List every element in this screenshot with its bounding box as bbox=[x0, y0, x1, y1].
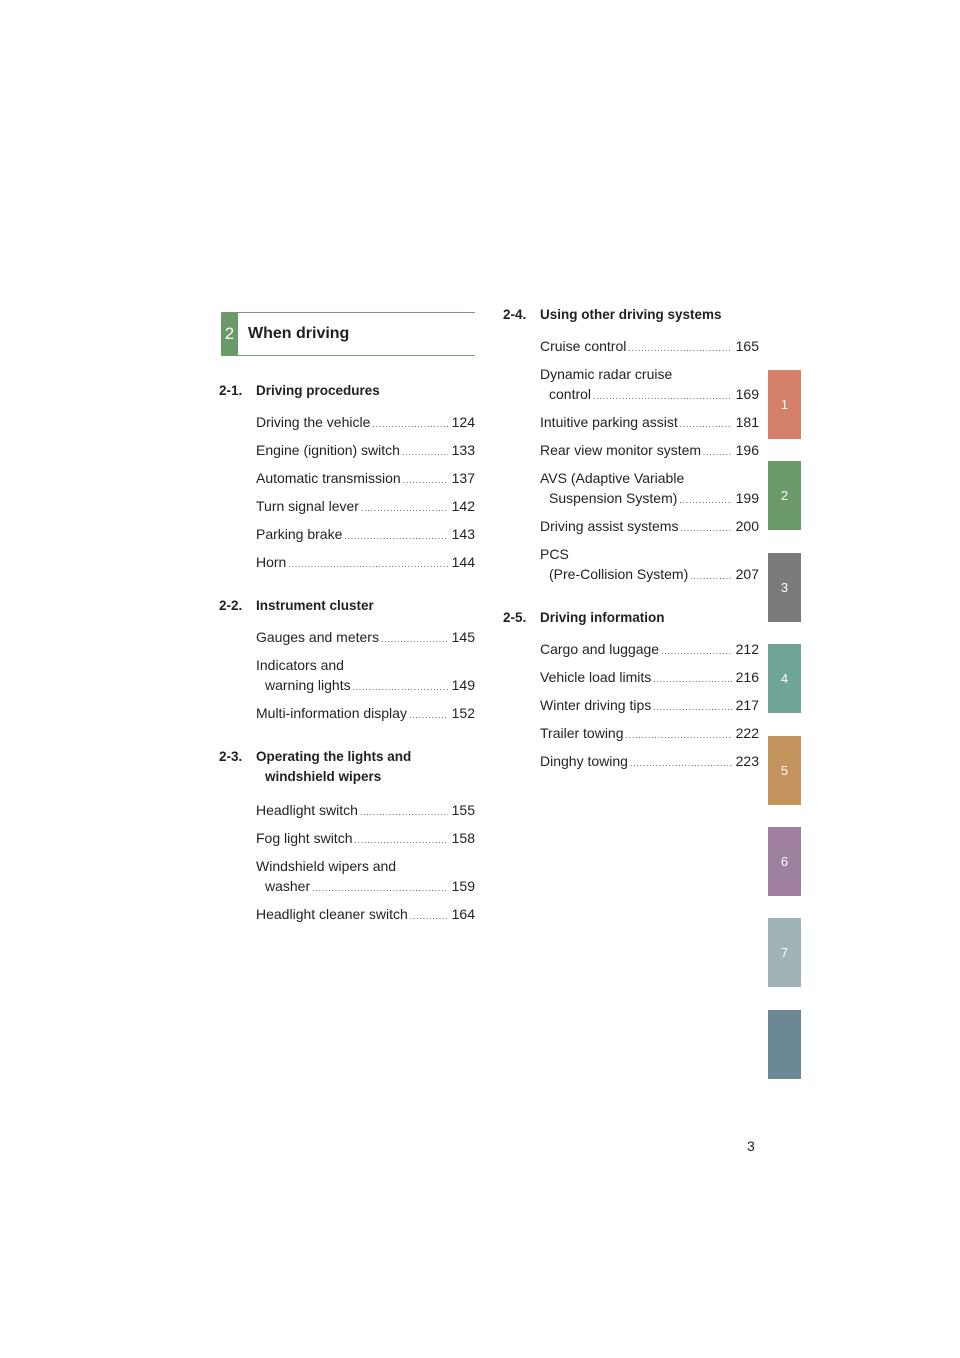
chapter-tab[interactable]: 6 bbox=[768, 827, 801, 896]
entry-title: Rear view monitor system bbox=[540, 442, 702, 458]
leader-dots bbox=[653, 670, 731, 690]
entry-title: Fog light switch bbox=[256, 830, 353, 846]
entry-page-number: 169 bbox=[735, 386, 759, 402]
toc-entry[interactable] bbox=[540, 695, 759, 718]
leader-dots bbox=[626, 726, 732, 746]
toc-entry[interactable] bbox=[540, 751, 759, 774]
toc-entry[interactable] bbox=[540, 336, 759, 359]
entry-page-number: 133 bbox=[451, 442, 475, 458]
leader-dots bbox=[410, 907, 448, 927]
toc-entry[interactable] bbox=[540, 667, 759, 690]
toc-section bbox=[219, 597, 475, 726]
section-heading bbox=[219, 597, 475, 615]
leader-dots bbox=[680, 415, 732, 435]
entry-title: Horn bbox=[256, 554, 287, 570]
entry-page-number: 149 bbox=[451, 677, 475, 693]
leader-dots bbox=[593, 387, 732, 407]
entry-page-number: 207 bbox=[735, 566, 759, 582]
section-title: Driving information bbox=[540, 610, 665, 625]
entry-title: Cruise control bbox=[540, 338, 627, 354]
leader-dots bbox=[354, 831, 447, 851]
entry-title: AVS (Adaptive Variable bbox=[540, 470, 685, 486]
entry-title: Intuitive parking assist bbox=[540, 414, 678, 430]
entry-page-number: 217 bbox=[735, 697, 759, 713]
leader-dots bbox=[361, 499, 448, 519]
toc-section bbox=[219, 748, 475, 927]
leader-dots bbox=[360, 803, 448, 823]
toc-right-column bbox=[503, 306, 759, 796]
entry-title: Headlight cleaner switch bbox=[256, 906, 408, 922]
toc-entry[interactable] bbox=[540, 544, 759, 587]
chapter-tab[interactable]: 4 bbox=[768, 644, 801, 713]
toc-entry[interactable] bbox=[540, 723, 759, 746]
entry-page-number: 200 bbox=[735, 518, 759, 534]
entry-page-number: 165 bbox=[735, 338, 759, 354]
toc-entry[interactable] bbox=[540, 516, 759, 539]
entry-page-number: 164 bbox=[451, 906, 475, 922]
toc-entry[interactable] bbox=[256, 496, 475, 519]
entry-title: (Pre-Collision System) bbox=[549, 566, 689, 582]
toc-entry[interactable] bbox=[540, 639, 759, 662]
chapter-header bbox=[221, 312, 475, 356]
toc-entry[interactable] bbox=[256, 412, 475, 435]
toc-entry[interactable] bbox=[256, 468, 475, 491]
entry-title: Cargo and luggage bbox=[540, 641, 660, 657]
leader-dots bbox=[703, 443, 732, 463]
leader-dots bbox=[353, 678, 448, 698]
leader-dots bbox=[344, 527, 447, 547]
leader-dots bbox=[312, 879, 448, 899]
entry-page-number: 145 bbox=[451, 629, 475, 645]
section-heading bbox=[219, 748, 475, 788]
toc-entry[interactable] bbox=[256, 627, 475, 650]
section-heading bbox=[219, 382, 475, 400]
chapter-tab[interactable] bbox=[768, 1010, 801, 1079]
toc-entry[interactable] bbox=[256, 440, 475, 463]
leader-dots bbox=[381, 630, 448, 650]
toc-entry[interactable] bbox=[256, 828, 475, 851]
entry-title: Driving assist systems bbox=[540, 518, 679, 534]
entry-page-number: 124 bbox=[451, 414, 475, 430]
toc-entry[interactable] bbox=[256, 856, 475, 899]
toc-entry[interactable] bbox=[256, 655, 475, 698]
entry-title: Suspension System) bbox=[549, 490, 678, 506]
entry-title: control bbox=[549, 386, 592, 402]
section-number: 2-3. bbox=[219, 749, 243, 764]
leader-dots bbox=[628, 339, 731, 359]
section-title: Using other driving systems bbox=[540, 307, 722, 322]
chapter-tab[interactable]: 2 bbox=[768, 461, 801, 530]
leader-dots bbox=[288, 555, 447, 575]
toc-entry[interactable] bbox=[540, 440, 759, 463]
entry-page-number: 222 bbox=[735, 725, 759, 741]
entry-title: Dinghy towing bbox=[540, 753, 628, 769]
leader-dots bbox=[661, 642, 732, 662]
toc-entry[interactable] bbox=[256, 552, 475, 575]
toc-left-column bbox=[219, 382, 475, 949]
entry-title: Indicators and bbox=[256, 657, 344, 673]
leader-dots bbox=[679, 491, 731, 511]
section-number: 2-2. bbox=[219, 598, 243, 613]
toc-entry[interactable] bbox=[256, 904, 475, 927]
entry-title: Turn signal lever bbox=[256, 498, 359, 514]
toc-section bbox=[503, 609, 759, 774]
entry-page-number: 155 bbox=[451, 802, 475, 818]
section-title: Operating the lights and bbox=[256, 749, 412, 764]
leader-dots bbox=[402, 443, 448, 463]
entry-title: Gauges and meters bbox=[256, 629, 379, 645]
chapter-tab[interactable]: 1 bbox=[768, 370, 801, 439]
entry-page-number: 159 bbox=[451, 878, 475, 894]
entry-title: Automatic transmission bbox=[256, 470, 401, 486]
toc-section bbox=[219, 382, 475, 575]
entry-title: warning lights bbox=[265, 677, 351, 693]
section-number: 2-4. bbox=[503, 307, 527, 322]
entry-title: Headlight switch bbox=[256, 802, 358, 818]
entry-page-number: 158 bbox=[451, 830, 475, 846]
leader-dots bbox=[630, 754, 732, 774]
leader-dots bbox=[690, 567, 731, 587]
section-title-continued: windshield wipers bbox=[265, 769, 382, 784]
leader-dots bbox=[403, 471, 448, 491]
chapter-tab[interactable]: 7 bbox=[768, 918, 801, 987]
leader-dots bbox=[653, 698, 731, 718]
entry-title: Engine (ignition) switch bbox=[256, 442, 400, 458]
chapter-tab[interactable]: 5 bbox=[768, 736, 801, 805]
entry-page-number: 143 bbox=[451, 526, 475, 542]
entry-page-number: 137 bbox=[451, 470, 475, 486]
entry-page-number: 142 bbox=[451, 498, 475, 514]
entry-title: washer bbox=[265, 878, 311, 894]
section-heading bbox=[503, 306, 759, 324]
entry-page-number: 199 bbox=[735, 490, 759, 506]
entry-title: Parking brake bbox=[256, 526, 343, 542]
chapter-title: When driving bbox=[248, 325, 350, 342]
entry-title: Dynamic radar cruise bbox=[540, 366, 673, 382]
entry-page-number: 144 bbox=[451, 554, 475, 570]
entry-title: PCS bbox=[540, 546, 569, 562]
leader-dots bbox=[372, 415, 447, 435]
section-number: 2-1. bbox=[219, 383, 243, 398]
entry-title: Windshield wipers and bbox=[256, 858, 397, 874]
section-number: 2-5. bbox=[503, 610, 527, 625]
page-number: 3 bbox=[747, 1138, 755, 1154]
chapter-tab[interactable]: 3 bbox=[768, 553, 801, 622]
toc-entry[interactable] bbox=[540, 412, 759, 435]
toc-section bbox=[503, 306, 759, 587]
section-title: Driving procedures bbox=[256, 383, 380, 398]
entry-title: Trailer towing bbox=[540, 725, 624, 741]
entry-title: Winter driving tips bbox=[540, 697, 652, 713]
entry-page-number: 181 bbox=[735, 414, 759, 430]
leader-dots bbox=[409, 706, 448, 726]
entry-page-number: 223 bbox=[735, 753, 759, 769]
toc-entry[interactable] bbox=[540, 364, 759, 407]
leader-dots bbox=[680, 519, 731, 539]
toc-entry[interactable] bbox=[540, 468, 759, 511]
section-title: Instrument cluster bbox=[256, 598, 374, 613]
chapter-number: 2 bbox=[221, 313, 238, 355]
entry-page-number: 216 bbox=[735, 669, 759, 685]
entry-title: Multi-information display bbox=[256, 705, 407, 721]
entry-title: Driving the vehicle bbox=[256, 414, 371, 430]
entry-page-number: 152 bbox=[451, 705, 475, 721]
entry-title: Vehicle load limits bbox=[540, 669, 652, 685]
toc-entry[interactable] bbox=[256, 703, 475, 726]
entry-page-number: 196 bbox=[735, 442, 759, 458]
entry-page-number: 212 bbox=[735, 641, 759, 657]
toc-entry[interactable] bbox=[256, 800, 475, 823]
toc-entry[interactable] bbox=[256, 524, 475, 547]
section-heading bbox=[503, 609, 759, 627]
